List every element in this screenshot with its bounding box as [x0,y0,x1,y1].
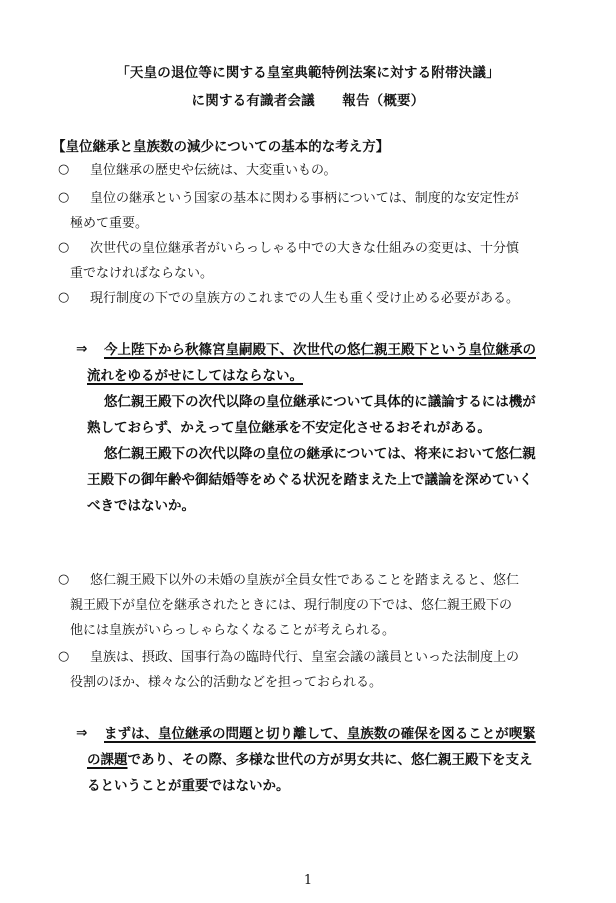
conclusion-paragraph: 王殿下の御年齢や御結婚等をめぐる状況を踏まえた上で議論を深めていく [87,472,533,488]
bullet-text-continued: 親王殿下が皇位を継承されたときには、現行制度の下では、悠仁親王殿下の [70,598,513,613]
arrow-icon: ⇒ [76,725,88,741]
conclusion-line2 [87,747,533,773]
bullet-text: 次世代の皇位継承者がいらっしゃる中での大きな仕組みの変更は、十分慎 [90,241,520,256]
bullet-marker: ○ [58,190,70,205]
bullet-text-continued: 役割のほか、様々な公的活動などを担っておられる。 [70,675,383,690]
arrow-icon: ⇒ [76,341,88,357]
bullet-text: 皇位の継承という国家の基本に関わる事柄については、制度的な安定性が [90,191,519,206]
bullet-text-continued: 他には皇族がいらっしゃらなくなることが考えられる。 [70,623,396,638]
conclusion-line3: るということが重要ではないか。 [87,778,290,794]
document-title-line2: に関する有識者会議 報告（概要） [191,93,425,109]
bullet-text: 皇位継承の歴史や伝統は、大変重いもの。 [90,163,337,178]
bullet-marker: ○ [58,162,70,177]
document-title-line1: 「天皇の退位等に関する皇室典範特例法案に対する附帯決議」 [116,65,500,81]
conclusion-paragraph: 悠仁親王殿下の次代以降の皇位継承について具体的に議論するには機が [104,394,536,410]
bullet-marker: ○ [58,649,70,664]
bullet-text-continued: 極めて重要。 [70,216,149,231]
conclusion-emphasis-line2: 流れをゆるがせにしてはならない。 [87,368,303,384]
conclusion-paragraph: べきではないか。 [87,498,195,514]
conclusion-paragraph: 熟しておらず、かえって皇位継承を不安定化させるおそれがある。 [87,420,491,436]
conclusion-emphasis-line1: まずは、皇位継承の問題と切り離して、皇族数の確保を図ることが喫緊 [104,726,536,742]
conclusion-line2-rest: であり、その際、多様な世代の方が男女共に、悠仁親王殿下を支え [127,752,533,768]
bullet-marker: ○ [58,572,70,587]
bullet-text: 現行制度の下での皇族方のこれまでの人生も重く受け止める必要がある。 [90,291,520,306]
conclusion-paragraph: 悠仁親王殿下の次代以降の皇位の継承については、将来において悠仁親 [104,446,536,462]
bullet-marker: ○ [58,290,70,305]
bullet-marker: ○ [58,240,70,255]
page-number: 1 [303,873,313,888]
conclusion-emphasis-fragment: の課題 [87,752,128,768]
bullet-text: 皇族は、摂政、国事行為の臨時代行、皇室会議の議員といった法制度上の [90,650,520,665]
section-heading: 【皇位継承と皇族数の減少についての基本的な考え方】 [52,139,390,155]
bullet-text: 悠仁親王殿下以外の未婚の皇族が全員女性であることを踏まえると、悠仁 [90,573,520,588]
bullet-text-continued: 重でなければならない。 [70,266,214,281]
conclusion-emphasis-line1: 今上陛下から秋篠宮皇嗣殿下、次世代の悠仁親王殿下という皇位継承の [104,342,536,358]
